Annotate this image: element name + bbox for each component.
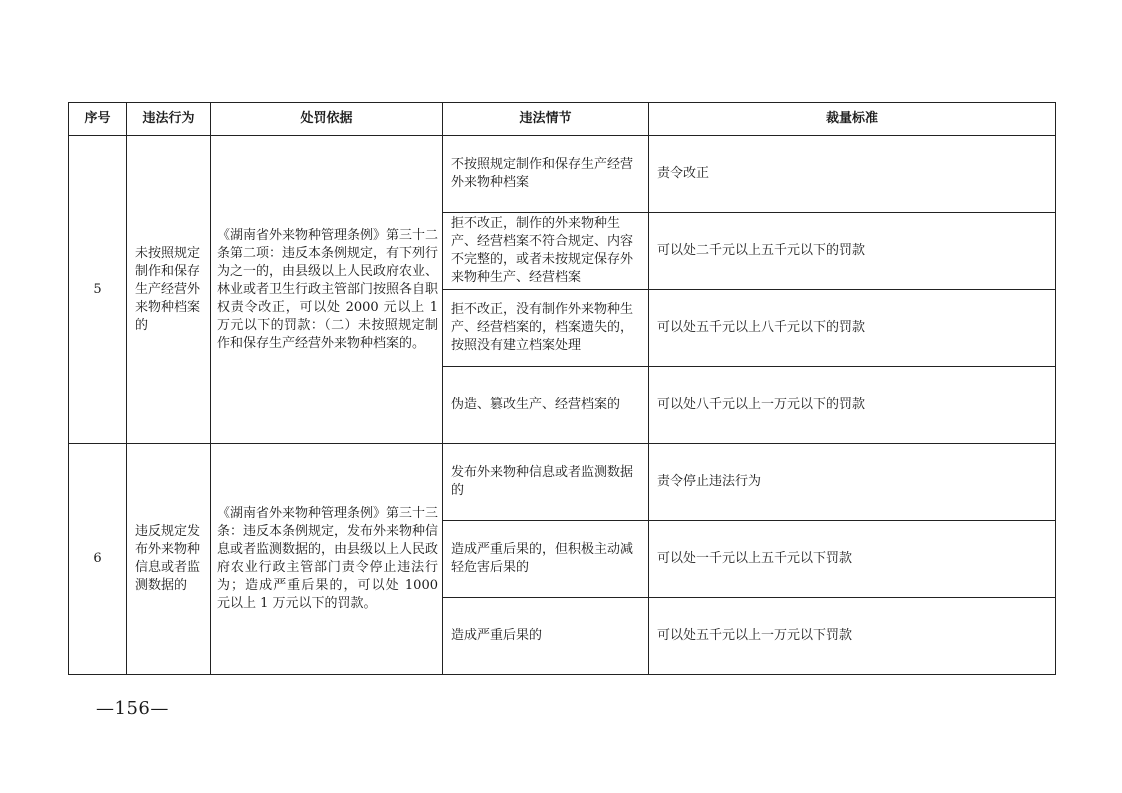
standard-cell: 责令停止违法行为	[649, 444, 1056, 521]
header-violation: 违法行为	[127, 103, 211, 136]
penalty-discretion-table	[68, 102, 1056, 675]
circumstance-cell: 发布外来物种信息或者监测数据的	[443, 444, 649, 521]
standard-cell: 可以处五千元以上八千元以下的罚款	[649, 290, 1056, 367]
page-number: —156—	[96, 698, 169, 719]
header-seq: 序号	[69, 103, 127, 136]
standard-cell: 可以处一千元以上五千元以下罚款	[649, 521, 1056, 598]
table-row	[69, 136, 1056, 213]
circumstance-cell: 造成严重后果的，但积极主动减轻危害后果的	[443, 521, 649, 598]
header-row	[69, 103, 1056, 136]
legal-basis-cell: 《湖南省外来物种管理条例》第三十三条：违反本条例规定，发布外来物种信息或者监测数据的，由县级以上人民政府农业行政主管部门责令停止违法行为；造成严重后果的，可以处 1000 元以上 1 万元以下的罚款。	[211, 444, 443, 675]
header-discretion-standard: 裁量标准	[649, 103, 1056, 136]
circumstance-cell: 拒不改正，没有制作外来物种生产、经营档案的，档案遗失的，按照没有建立档案处理	[443, 290, 649, 367]
circumstance-cell: 造成严重后果的	[443, 598, 649, 675]
header-legal-basis: 处罚依据	[211, 103, 443, 136]
seq-cell: 6	[69, 444, 127, 675]
circumstance-cell: 不按照规定制作和保存生产经营外来物种档案	[443, 136, 649, 213]
circumstance-cell: 拒不改正，制作的外来物种生产、经营档案不符合规定、内容不完整的，或者未按规定保存外来物种生产、经营档案	[443, 213, 649, 290]
violation-cell: 未按照规定制作和保存生产经营外来物种档案的	[127, 136, 211, 444]
table-header	[69, 103, 1056, 136]
legal-basis-cell: 《湖南省外来物种管理条例》第三十二条第二项：违反本条例规定，有下列行为之一的，由县级以上人民政府农业、林业或者卫生行政主管部门按照各自职权责令改正，可以处 2000 元以上 1 万元以下的罚款：（二）未按照规定制作和保存生产经营外来物种档案的。	[211, 136, 443, 444]
standard-cell: 可以处五千元以上一万元以下罚款	[649, 598, 1056, 675]
violation-cell: 违反规定发布外来物种信息或者监测数据的	[127, 444, 211, 675]
table-row	[69, 444, 1056, 521]
seq-cell: 5	[69, 136, 127, 444]
standard-cell: 可以处二千元以上五千元以下的罚款	[649, 213, 1056, 290]
standard-cell: 责令改正	[649, 136, 1056, 213]
table-body	[69, 136, 1056, 675]
header-circumstance: 违法情节	[443, 103, 649, 136]
circumstance-cell: 伪造、篡改生产、经营档案的	[443, 367, 649, 444]
standard-cell: 可以处八千元以上一万元以下的罚款	[649, 367, 1056, 444]
